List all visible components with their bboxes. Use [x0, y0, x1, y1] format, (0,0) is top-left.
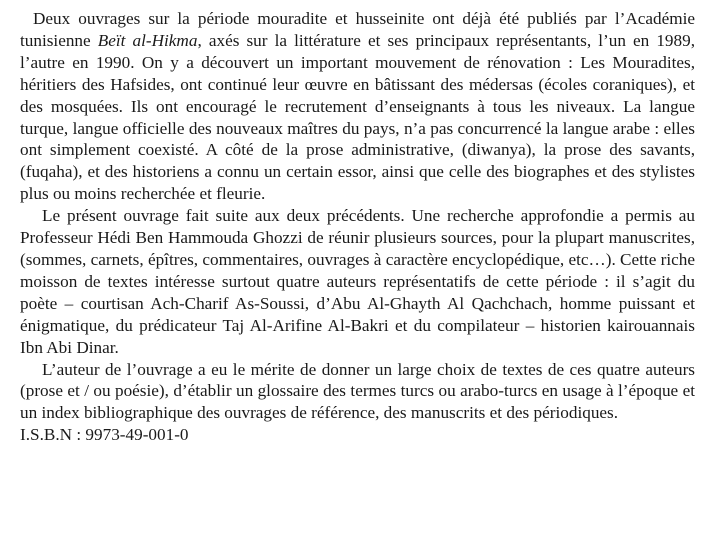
paragraph-intro-text-end: , axés sur la littérature et ses principaux représentants, l’un en 1989, l’autre en 1990. On y a découvert un important mouvement de rénovation : Les Mouradites, héritiers des Hafsides, ont continué leur œuvre en bâtissant des médersas (écoles coraniques), et des mosquées. Ils ont encouragé le recrutement d’enseignants à tous les niveaux. La langue turque, langue officielle des nouveaux maîtres du pays, n’a pas concurrencé la langue arabe : elles ont simplement coexisté. A côté de la prose administrative, (diwanya), la prose des savants, (fuqaha), et des historiens a connu un certain essor, ainsi que celle des biographes et des stylistes plus ou moins recherchée et fleurie.: [20, 30, 696, 204]
paragraph-intro-text-start: Deux ouvrages sur la période mouradite et husseinite ont déjà été publiés par l’Académie tunisienne: [20, 9, 695, 50]
paragraph-intro: [20, 8, 695, 205]
academy-name-italic: Beït al-Hikma: [97, 30, 198, 50]
paragraph-author-merit: L’auteur de l’ouvrage a eu le mérite de donner un large choix de textes de ces quatre auteurs (prose et / ou poésie), d’établir un glossaire des termes turcs ou arabo-turcs en usage à l’époque et un index bibliographique des ouvrages de référence, des manuscrits et des périodiques.: [20, 359, 695, 423]
paragraph-present-work: Le présent ouvrage fait suite aux deux précédents. Une recherche approfondie a permis au Professeur Hédi Ben Hammouda Ghozzi de réunir plusieurs sources, pour la plupart manuscrites, (sommes, carnets, épîtres, commentaires, ouvrages à caractère encyclopédique, etc…). Cette riche moisson de textes intéresse surtout quatre auteurs représentatifs de cette période : il s’agit du poète – courtisan Ach-Charif As-Soussi, d’Abu Al-Ghayth Al Qachchach, homme puissant et énigmatique, du prédicateur Taj Al-Arifine Al-Bakri et du compilateur – historien kairouannais Ibn Abi Dinar.: [20, 206, 695, 357]
isbn-line: I.S.B.N : 9973-49-001-0: [20, 425, 189, 445]
